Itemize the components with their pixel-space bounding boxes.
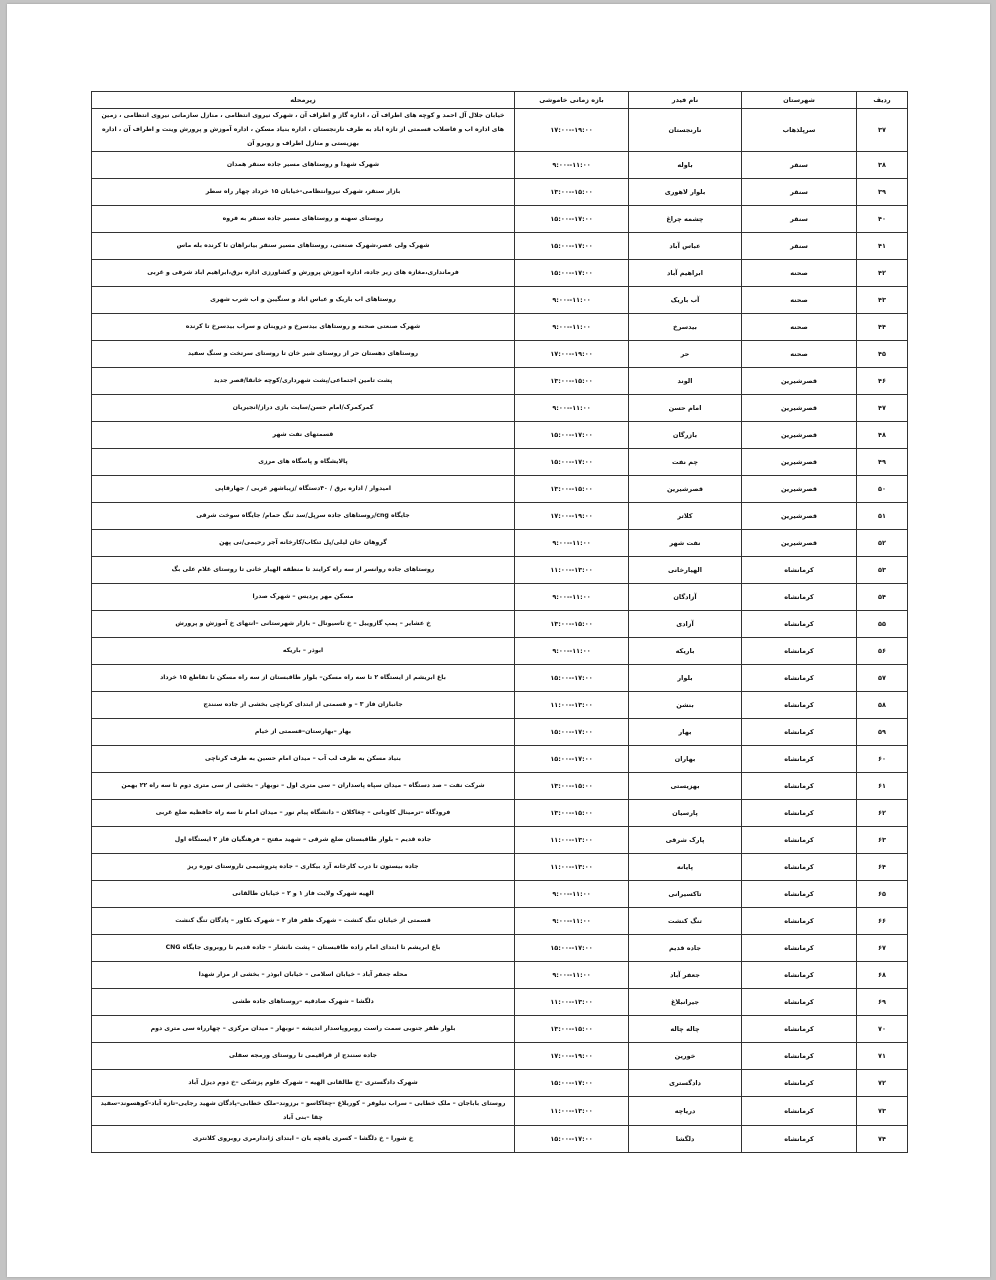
row-number-cell: ۶۹ — [857, 989, 908, 1016]
table-row — [92, 152, 908, 179]
document-page — [7, 4, 990, 1277]
feeder-cell: بهار — [629, 719, 742, 746]
area-cell: امیدوار / اداره برق / ۴۰دستگاه /زیباشهر غربی / جهارقاپی — [92, 476, 515, 503]
table-row — [92, 109, 908, 152]
county-cell: کرمانشاه — [742, 908, 857, 935]
county-cell: کرمانشاه — [742, 746, 857, 773]
header-row-number: ردیف — [857, 92, 908, 109]
county-cell: سرپلذهاب — [742, 109, 857, 152]
area-cell: کمرکمرک/امام حسن/سایت بازی دراز/انجیریان — [92, 395, 515, 422]
row-number-cell: ۵۲ — [857, 530, 908, 557]
area-cell: جاده قدیم – بلوار طاقبستان ضلع شرقی – شهید مفتح – فرهنگیان فاز ۲ ایستگاه اول — [92, 827, 515, 854]
county-cell: کرمانشاه — [742, 881, 857, 908]
time-cell: ۱۵:۰۰--۱۷:۰۰ — [515, 449, 629, 476]
area-cell: روستاهای اب باریک و عباس اباد و سنگیبن و اب شرب شهری — [92, 287, 515, 314]
feeder-cell: دلگشا — [629, 1126, 742, 1153]
row-number-cell: ۶۲ — [857, 800, 908, 827]
time-cell: ۹:۰۰--۱۱:۰۰ — [515, 395, 629, 422]
county-cell: صحنه — [742, 341, 857, 368]
table-row — [92, 449, 908, 476]
county-cell: کرمانشاه — [742, 611, 857, 638]
row-number-cell: ۵۱ — [857, 503, 908, 530]
feeder-cell: ابراهیم آباد — [629, 260, 742, 287]
area-cell: شهرک شهدا و روستاهای مسیر جاده سنقر همدان — [92, 152, 515, 179]
area-cell: گروهان خان لیلی/پل تنکاب/کارخانه آجر رحیمی/نی پهن — [92, 530, 515, 557]
feeder-cell: عباس آباد — [629, 233, 742, 260]
area-cell: باغ ابریشم تا ابتدای امام زاده طاقبستان – پشت نانشار – جاده قدیم تا روبروی جایگاه CNG — [92, 935, 515, 962]
table-row — [92, 476, 908, 503]
area-cell: ابوذر – باریکه — [92, 638, 515, 665]
feeder-cell: قصرشیرین — [629, 476, 742, 503]
county-cell: سنقر — [742, 152, 857, 179]
time-cell: ۱۵:۰۰--۱۷:۰۰ — [515, 719, 629, 746]
table-row — [92, 179, 908, 206]
time-cell: ۱۵:۰۰--۱۷:۰۰ — [515, 260, 629, 287]
row-number-cell: ۴۱ — [857, 233, 908, 260]
area-cell: جاده بیستون تا درب کارخانه آرد بیکاری – جاده پتروشیمی تاروستای توره ریز — [92, 854, 515, 881]
table-row — [92, 1070, 908, 1097]
feeder-cell: باوله — [629, 152, 742, 179]
county-cell: سنقر — [742, 233, 857, 260]
row-number-cell: ۷۰ — [857, 1016, 908, 1043]
row-number-cell: ۴۴ — [857, 314, 908, 341]
feeder-cell: حر — [629, 341, 742, 368]
county-cell: کرمانشاه — [742, 773, 857, 800]
feeder-cell: آب باریک — [629, 287, 742, 314]
feeder-cell: بلوار — [629, 665, 742, 692]
time-cell: ۱۱:۰۰--۱۳:۰۰ — [515, 557, 629, 584]
area-cell: جاده سنندج از قراقیمی تا روستای ورمجه سفلی — [92, 1043, 515, 1070]
feeder-cell: جیرانبلاغ — [629, 989, 742, 1016]
area-cell: مسکن مهر پردیس – شهرک صدرا — [92, 584, 515, 611]
area-cell: فرودگاه –ترمینال کاوبانی – چغاکلان – دانشگاه پیام نور – میدان امام تا سه راه حافظیه ضلع غربی — [92, 800, 515, 827]
area-cell: شهرک صنعتی صحنه و روستاهای بیدسرخ و دروینان و سراب بیدسرخ تا کرنده — [92, 314, 515, 341]
county-cell: کرمانشاه — [742, 854, 857, 881]
feeder-cell: الوند — [629, 368, 742, 395]
table-row — [92, 530, 908, 557]
feeder-cell: بازرگان — [629, 422, 742, 449]
time-cell: ۱۳:۰۰--۱۵:۰۰ — [515, 476, 629, 503]
row-number-cell: ۷۳ — [857, 1097, 908, 1126]
table-row — [92, 854, 908, 881]
county-cell: صحنه — [742, 260, 857, 287]
table-row — [92, 1016, 908, 1043]
table-row — [92, 1126, 908, 1153]
time-cell: ۱۱:۰۰--۱۳:۰۰ — [515, 827, 629, 854]
feeder-cell: پارسیان — [629, 800, 742, 827]
area-cell: شرکت نفت – صد دستگاه – میدان سپاه پاسداران – سی متری اول – نوبهار – بخشی از سی متری دوم تا سه راه ۲۲ بهمن — [92, 773, 515, 800]
area-cell: روستاهای دهستان حر از روستای شیر خان تا روستای سرتخت و سنگ سفید — [92, 341, 515, 368]
table-row — [92, 260, 908, 287]
time-cell: ۱۵:۰۰--۱۷:۰۰ — [515, 206, 629, 233]
area-cell: دلگشا – شهرک صادقیه –روستاهای جاده طشی — [92, 989, 515, 1016]
time-cell: ۱۵:۰۰--۱۷:۰۰ — [515, 935, 629, 962]
county-cell: کرمانشاه — [742, 1126, 857, 1153]
time-cell: ۱۷:۰۰--۱۹:۰۰ — [515, 1043, 629, 1070]
table-row — [92, 827, 908, 854]
area-cell: جانبازان فاز ۳ – و قسمتی از ابتدای کرناچی بخشی از جاده سنندج — [92, 692, 515, 719]
table-row — [92, 314, 908, 341]
area-cell: روستای سهنه و روستاهای مسیر جاده سنقر به فروه — [92, 206, 515, 233]
row-number-cell: ۴۰ — [857, 206, 908, 233]
county-cell: کرمانشاه — [742, 1043, 857, 1070]
row-number-cell: ۶۸ — [857, 962, 908, 989]
time-cell: ۱۱:۰۰--۱۳:۰۰ — [515, 854, 629, 881]
row-number-cell: ۷۲ — [857, 1070, 908, 1097]
row-number-cell: ۴۳ — [857, 287, 908, 314]
row-number-cell: ۷۱ — [857, 1043, 908, 1070]
time-cell: ۱۷:۰۰--۱۹:۰۰ — [515, 341, 629, 368]
row-number-cell: ۶۳ — [857, 827, 908, 854]
county-cell: کرمانشاه — [742, 962, 857, 989]
county-cell: قصرشیرین — [742, 530, 857, 557]
time-cell: ۱۵:۰۰--۱۷:۰۰ — [515, 1126, 629, 1153]
row-number-cell: ۳۹ — [857, 179, 908, 206]
county-cell: کرمانشاه — [742, 1070, 857, 1097]
row-number-cell: ۴۹ — [857, 449, 908, 476]
county-cell: کرمانشاه — [742, 800, 857, 827]
row-number-cell: ۶۶ — [857, 908, 908, 935]
feeder-cell: بلوار لاهوری — [629, 179, 742, 206]
time-cell: ۱۵:۰۰--۱۷:۰۰ — [515, 422, 629, 449]
county-cell: کرمانشاه — [742, 827, 857, 854]
area-cell: محله جعفر آباد – خیابان اسلامی – خیابان ابوذر – بخشی از مزار شهدا — [92, 962, 515, 989]
area-cell: پشت تامین اجتماعی/پشت شهرداری/کوچه خانقا/قصر جدید — [92, 368, 515, 395]
header-area: زیرمحله — [92, 92, 515, 109]
outage-schedule-table — [91, 91, 908, 1153]
table-row — [92, 557, 908, 584]
row-number-cell: ۴۷ — [857, 395, 908, 422]
county-cell: کرمانشاه — [742, 557, 857, 584]
table-row — [92, 692, 908, 719]
row-number-cell: ۶۵ — [857, 881, 908, 908]
area-cell: بازار سنقر، شهرک نیروانتظامی-خیابان ۱۵ خرداد چهار راه سطر — [92, 179, 515, 206]
row-number-cell: ۶۴ — [857, 854, 908, 881]
row-number-cell: ۴۵ — [857, 341, 908, 368]
row-number-cell: ۶۱ — [857, 773, 908, 800]
table-row — [92, 962, 908, 989]
area-cell: روستاهای جاده روانسر از سه راه کرایند تا منطقه الهیار خانی تا روستای غلام علی بگ — [92, 557, 515, 584]
row-number-cell: ۳۷ — [857, 109, 908, 152]
feeder-cell: نفت شهر — [629, 530, 742, 557]
county-cell: کرمانشاه — [742, 665, 857, 692]
area-cell: فرمانداری،مغازه های زیر جاده، اداره اموزش پرورش و کشاورزی اداره برق،ابراهیم اباد شرقی و غربی — [92, 260, 515, 287]
area-cell: شهرک دادگستری –خ طالقانی الهیه – شهرک علوم پزشکی –خ دوم دیزل آباد — [92, 1070, 515, 1097]
area-cell: خیابان جلال آل احمد و کوچه های اطراف آن ، اداره گاز و اطراف آن ، شهرک نیروی انتظامی ، منازل سازمانی نیروی انتظامی ، زمین های اداره اب و فاضلاب قسمتی از تازه اباد به طرف نارنجستان ، اداره بنیاد مسکن ، اداره آموزش و پرورش وینت و اطراف آن ، اداره بهزیستی و منازل اطراف و روبرو آن — [92, 109, 515, 152]
time-cell: ۱۵:۰۰--۱۷:۰۰ — [515, 1070, 629, 1097]
feeder-cell: تنگ کنشت — [629, 908, 742, 935]
feeder-cell: دادگستری — [629, 1070, 742, 1097]
table-body — [92, 109, 908, 1153]
time-cell: ۱۳:۰۰--۱۵:۰۰ — [515, 1016, 629, 1043]
time-cell: ۱۳:۰۰--۱۵:۰۰ — [515, 611, 629, 638]
feeder-cell: الهیارخانی — [629, 557, 742, 584]
feeder-cell: جعفر آباد — [629, 962, 742, 989]
feeder-cell: کلاتر — [629, 503, 742, 530]
row-number-cell: ۷۴ — [857, 1126, 908, 1153]
header-feeder: نام فیدر — [629, 92, 742, 109]
time-cell: ۱۱:۰۰--۱۳:۰۰ — [515, 989, 629, 1016]
county-cell: کرمانشاه — [742, 935, 857, 962]
time-cell: ۹:۰۰--۱۱:۰۰ — [515, 152, 629, 179]
row-number-cell: ۵۸ — [857, 692, 908, 719]
feeder-cell: آزادگان — [629, 584, 742, 611]
time-cell: ۱۳:۰۰--۱۵:۰۰ — [515, 773, 629, 800]
area-cell: خ شورا – خ دلگشا – کسری یاقچه بان – ابتدای ژاندارمری روبروی کلانتری — [92, 1126, 515, 1153]
time-cell: ۹:۰۰--۱۱:۰۰ — [515, 881, 629, 908]
row-number-cell: ۶۷ — [857, 935, 908, 962]
time-cell: ۱۱:۰۰--۱۳:۰۰ — [515, 692, 629, 719]
row-number-cell: ۴۸ — [857, 422, 908, 449]
table-row — [92, 935, 908, 962]
feeder-cell: خورین — [629, 1043, 742, 1070]
row-number-cell: ۵۹ — [857, 719, 908, 746]
table-row — [92, 1097, 908, 1126]
time-cell: ۱۵:۰۰--۱۷:۰۰ — [515, 665, 629, 692]
county-cell: کرمانشاه — [742, 638, 857, 665]
table-row — [92, 584, 908, 611]
table-row — [92, 395, 908, 422]
row-number-cell: ۶۰ — [857, 746, 908, 773]
area-cell: بلوار ظفر جنوبی سمت راست روبروپاسدار اندیشه – نوبهار – میدان مرکزی – چهارراه سی متری دوم — [92, 1016, 515, 1043]
county-cell: کرمانشاه — [742, 1016, 857, 1043]
feeder-cell: پایانه — [629, 854, 742, 881]
table-row — [92, 422, 908, 449]
county-cell: قصرشیرین — [742, 368, 857, 395]
time-cell: ۹:۰۰--۱۱:۰۰ — [515, 530, 629, 557]
row-number-cell: ۵۶ — [857, 638, 908, 665]
table-row — [92, 800, 908, 827]
time-cell: ۱۳:۰۰--۱۵:۰۰ — [515, 800, 629, 827]
row-number-cell: ۵۵ — [857, 611, 908, 638]
row-number-cell: ۵۷ — [857, 665, 908, 692]
time-cell: ۱۵:۰۰--۱۷:۰۰ — [515, 233, 629, 260]
county-cell: صحنه — [742, 287, 857, 314]
table-row — [92, 287, 908, 314]
table-row — [92, 341, 908, 368]
feeder-cell: چم نفت — [629, 449, 742, 476]
table-row — [92, 989, 908, 1016]
feeder-cell: باریکه — [629, 638, 742, 665]
feeder-cell: چاله چاله — [629, 1016, 742, 1043]
county-cell: سنقر — [742, 179, 857, 206]
county-cell: صحنه — [742, 314, 857, 341]
county-cell: کرمانشاه — [742, 719, 857, 746]
county-cell: قصرشیرین — [742, 503, 857, 530]
table-row — [92, 746, 908, 773]
county-cell: کرمانشاه — [742, 692, 857, 719]
table-row — [92, 1043, 908, 1070]
table-row — [92, 233, 908, 260]
county-cell: کرمانشاه — [742, 989, 857, 1016]
area-cell: خ عشایر – پمپ گازوییل – خ تاسیونال – بازار شهرستانی –انتهای خ آموزش و پرورش — [92, 611, 515, 638]
time-cell: ۹:۰۰--۱۱:۰۰ — [515, 584, 629, 611]
feeder-cell: بیدسرخ — [629, 314, 742, 341]
table-row — [92, 503, 908, 530]
time-cell: ۱۷:۰۰--۱۹:۰۰ — [515, 503, 629, 530]
row-number-cell: ۴۶ — [857, 368, 908, 395]
area-cell: بنیاد مسکن به طرف لب آب – میدان امام حسین به طرف کرناچی — [92, 746, 515, 773]
county-cell: قصرشیرین — [742, 476, 857, 503]
area-cell: پالایشگاه و پاسگاه های مرزی — [92, 449, 515, 476]
feeder-cell: بهزیستی — [629, 773, 742, 800]
time-cell: ۱۱:۰۰--۱۳:۰۰ — [515, 1097, 629, 1126]
feeder-cell: تاکسیرانی — [629, 881, 742, 908]
table-row — [92, 665, 908, 692]
area-cell: قسمتی از خیابان تنگ کنشت – شهرک ظفر فاز ۲ – شهرک نکاور – پادگان تنگ کنشت — [92, 908, 515, 935]
county-cell: قصرشیرین — [742, 449, 857, 476]
area-cell: شهرک ولی عصر،شهرک صنعتی، روستاهای مسیر سنقر بیانراهان تا کرنده بله ماس — [92, 233, 515, 260]
table-header-row — [92, 92, 908, 109]
feeder-cell: بهاران — [629, 746, 742, 773]
area-cell: قسمتهای نفت شهر — [92, 422, 515, 449]
row-number-cell: ۳۸ — [857, 152, 908, 179]
feeder-cell: امام حسن — [629, 395, 742, 422]
time-cell: ۹:۰۰--۱۱:۰۰ — [515, 287, 629, 314]
area-cell: الهیه شهرک ولایت فاز ۱ و ۲ – خیابان طالقانی — [92, 881, 515, 908]
row-number-cell: ۵۴ — [857, 584, 908, 611]
county-cell: قصرشیرین — [742, 395, 857, 422]
time-cell: ۹:۰۰--۱۱:۰۰ — [515, 962, 629, 989]
county-cell: کرمانشاه — [742, 584, 857, 611]
table-row — [92, 206, 908, 233]
table-row — [92, 881, 908, 908]
feeder-cell: پارک شرقی — [629, 827, 742, 854]
table-row — [92, 611, 908, 638]
feeder-cell: نارنجستان — [629, 109, 742, 152]
row-number-cell: ۵۳ — [857, 557, 908, 584]
table-row — [92, 719, 908, 746]
area-cell: جایگاه cng/روستاهای جاده سرپل/سد تنگ حمام/ جایگاه سوخت شرقی — [92, 503, 515, 530]
time-cell: ۱۳:۰۰--۱۵:۰۰ — [515, 179, 629, 206]
feeder-cell: دریاچه — [629, 1097, 742, 1126]
table-row — [92, 638, 908, 665]
county-cell: قصرشیرین — [742, 422, 857, 449]
feeder-cell: چشمه چراغ — [629, 206, 742, 233]
area-cell: روستای باباجان – ملک خطابی – سراب نیلوفر – کوربلاغ –چغاکاسو – برزوند–ملک خطابی–پادگان شهید رجایی–تازه آباد–کوهسوند–سفید چقا –بنی آباد — [92, 1097, 515, 1126]
table-row — [92, 368, 908, 395]
row-number-cell: ۵۰ — [857, 476, 908, 503]
time-cell: ۱۷:۰۰--۱۹:۰۰ — [515, 109, 629, 152]
county-cell: کرمانشاه — [742, 1097, 857, 1126]
table-row — [92, 908, 908, 935]
time-cell: ۱۵:۰۰--۱۷:۰۰ — [515, 746, 629, 773]
area-cell: باغ ابریشم از ایستگاه ۲ تا سه راه مسکن– بلوار طاقبستان از سه راه مسکن تا تقاطع ۱۵ خرداد — [92, 665, 515, 692]
header-county: شهرستان — [742, 92, 857, 109]
feeder-cell: آزادی — [629, 611, 742, 638]
time-cell: ۹:۰۰--۱۱:۰۰ — [515, 314, 629, 341]
feeder-cell: بنشن — [629, 692, 742, 719]
time-cell: ۹:۰۰--۱۱:۰۰ — [515, 908, 629, 935]
table-row — [92, 773, 908, 800]
row-number-cell: ۴۲ — [857, 260, 908, 287]
header-time: بازه زمانی خاموشی — [515, 92, 629, 109]
county-cell: سنقر — [742, 206, 857, 233]
time-cell: ۱۳:۰۰--۱۵:۰۰ — [515, 368, 629, 395]
time-cell: ۹:۰۰--۱۱:۰۰ — [515, 638, 629, 665]
feeder-cell: جاده قدیم — [629, 935, 742, 962]
area-cell: بهار –بهارستان–قسمتی از خیام — [92, 719, 515, 746]
